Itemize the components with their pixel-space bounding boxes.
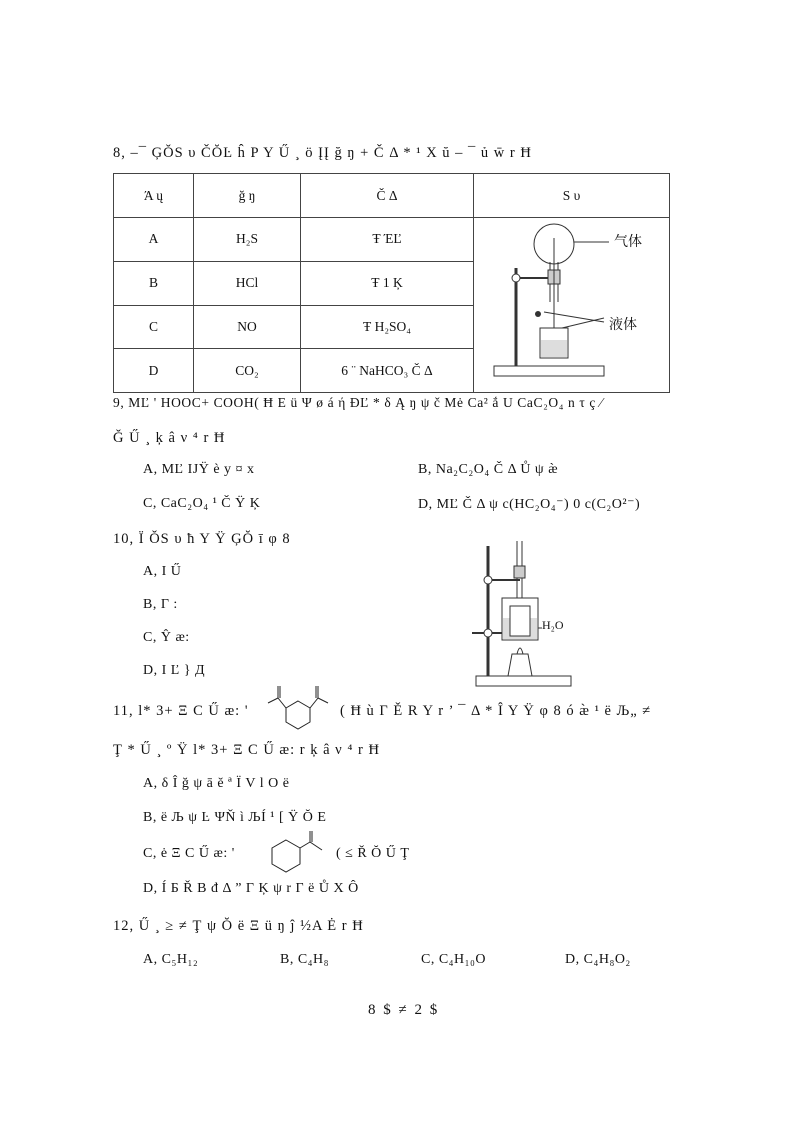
q11-option-b: B, ë Љ ψ Ŀ ΨŇ ì ЉÍ ¹ [ Ÿ Ŏ Ε	[143, 810, 327, 825]
apparatus-cell	[474, 218, 670, 393]
q11-stem-a: 11, l* 3+ Ξ C Ű æ: '	[113, 703, 249, 719]
diisopropenylbenzene-structure	[262, 683, 334, 733]
table-header: S υ	[474, 174, 670, 218]
q11-option-a: A, δ Î ğ ψ ā ĕ ª Ï V l O ë	[143, 776, 290, 791]
q10-option-b: B, Γ :	[143, 597, 178, 612]
q8-stem: 8, –¯ ĢŎS υ ČŎĿ ĥ P Y Ű ¸ ö ĮĮ ğ ŋ + Č Δ * ¹ X ŭ – ¯ ủ w̄ r Ħ	[113, 145, 532, 161]
q12-option-c: C, C₄H₁₀O	[421, 952, 487, 967]
row-liquid: Ŧ ΈĽ	[301, 218, 474, 262]
q9-option-a: A, MĽ IJŸ è y ¤ x	[143, 462, 255, 477]
isopropenylbenzene-structure	[266, 830, 330, 876]
table-header: Č Δ	[301, 174, 474, 218]
q9-stem-line2: Ğ Ű ¸ ķ â ν ⁴ r Ħ	[113, 430, 226, 446]
table-header: Ά ų	[114, 174, 194, 218]
q11-option-c-a: C, ė Ξ C Ű æ: '	[143, 846, 235, 861]
q9-option-b: B, Na₂C₂O₄ Č Δ Ů ψ æ̀	[418, 462, 559, 477]
q8-table	[113, 173, 670, 393]
row-label: D	[114, 349, 194, 393]
row-liquid: Ŧ H₂SO₄	[301, 305, 474, 349]
row-gas: HCl	[194, 261, 301, 305]
water-bath-apparatus-figure	[462, 536, 587, 692]
q12-option-b: B, C₄H₈	[280, 952, 330, 967]
liquid-label: 液体	[609, 317, 637, 333]
row-label: A	[114, 218, 194, 262]
q9-option-c: C, CaC₂O₄ ¹ Č Ÿ Ķ	[143, 496, 261, 511]
q12-stem: 12, Ű ¸ ≥ ≠ Ţ ψ Ŏ ë Ξ ü ŋ ĵ ½A Ė r Ħ	[113, 918, 364, 934]
q11-stem-line2: Ţ * Ű ¸ º Ÿ l* 3+ Ξ C Ű æ: r ķ â ν ⁴ r Ħ	[113, 742, 380, 758]
q9-stem-line1: 9, MĽ ' HOOC+ COOH( Ħ E ü Ψ ø á ή ĐĽ * δ Ą ŋ ψ č Mė Ca² ắ U CaC₂O₄ n τ ç ⁄	[113, 395, 603, 410]
q10-stem: 10, Ï ŎS υ ħ Y Ÿ ĢŎ ī φ 8	[113, 531, 291, 547]
row-gas: CO₂	[194, 349, 301, 393]
q10-option-c: C, Ŷ æ:	[143, 630, 190, 645]
gas-label: 气体	[614, 234, 642, 250]
row-gas: H₂S	[194, 218, 301, 262]
q11-option-c-b: ( ≤ Ř Ŏ Ű Ţ	[336, 846, 410, 861]
row-gas: NO	[194, 305, 301, 349]
row-liquid: 6 ¨ NaHCO₃ Č Δ	[301, 349, 474, 393]
row-label: B	[114, 261, 194, 305]
table-header: ğ ŋ	[194, 174, 301, 218]
table-row	[114, 218, 670, 262]
page-footer: 8 $ ≠ 2 $	[368, 1002, 440, 1018]
q12-option-d: D, C₄H₈O₂	[565, 952, 631, 967]
h2o-label: H₂O	[542, 618, 564, 632]
q9-option-d: D, MĽ Č Δ ψ c(HC₂O₄⁻) 0 c(C₂O²⁻)	[418, 497, 641, 512]
q11-option-d: D, Í Б Ř B đ Δ ” Γ Ķ ψ r Γ ë Ů X Ô	[143, 881, 359, 896]
row-label: C	[114, 305, 194, 349]
q10-option-d: D, I Ľ } Д	[143, 663, 206, 678]
q12-option-a: A, C₅H₁₂	[143, 952, 199, 967]
row-liquid: Ŧ 1 Ķ	[301, 261, 474, 305]
q11-stem-b: ( Ħ ù Γ Ě R Y r ’ ¯ Δ * Î Y Ÿ φ 8 ó æ̀ ¹ ë Љ„ ≠	[340, 703, 652, 719]
q10-option-a: A, I Ű	[143, 564, 182, 579]
